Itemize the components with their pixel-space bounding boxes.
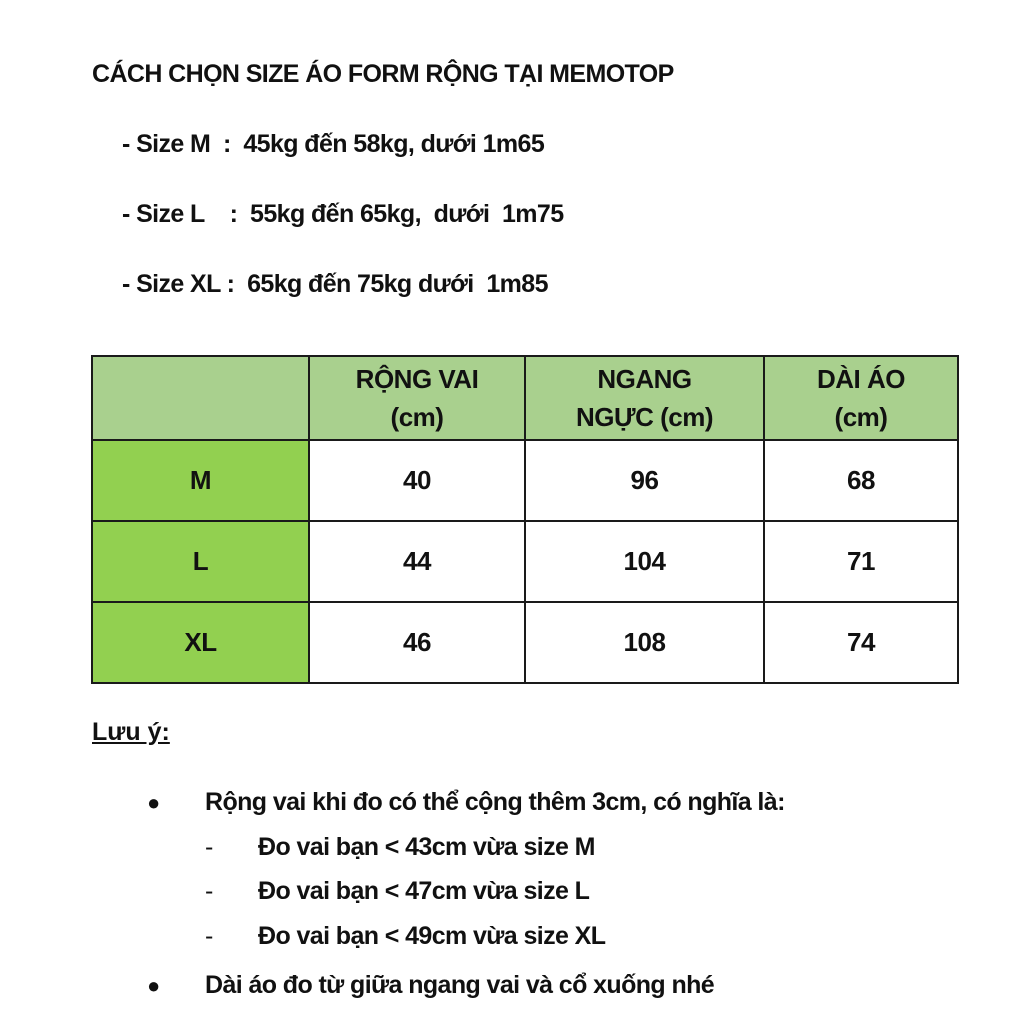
size-table [91,355,959,684]
size-label: L [92,521,309,602]
table-row [92,521,958,602]
table-row [92,602,958,683]
cell-chest: 104 [525,521,764,602]
header-cell-empty [92,356,309,440]
cell-length: 68 [764,440,958,521]
note-bullet-2: Dài áo đo từ giữa ngang vai và cổ xuống nhé [205,971,715,999]
cell-length: 71 [764,521,958,602]
cell-length: 74 [764,602,958,683]
cell-shoulder: 40 [309,440,525,521]
cell-chest: 96 [525,440,764,521]
table-header-row [92,356,958,440]
table-row [92,440,958,521]
size-guide-m: - Size M : 45kg đến 58kg, dưới 1m65 [122,130,545,158]
dash-icon: - [205,877,213,905]
page-title: CÁCH CHỌN SIZE ÁO FORM RỘNG TẠI MEMOTOP [92,60,674,88]
header-shirt-length: DÀI ÁO (cm) [764,356,958,440]
cell-shoulder: 44 [309,521,525,602]
size-guide-xl: - Size XL : 65kg đến 75kg dưới 1m85 [122,270,548,298]
size-label: M [92,440,309,521]
cell-chest: 108 [525,602,764,683]
bullet-icon: ● [147,973,161,998]
size-guide-l: - Size L : 55kg đến 65kg, dưới 1m75 [122,200,564,228]
note-bullet-1: Rộng vai khi đo có thể cộng thêm 3cm, có nghĩa là: [205,788,785,816]
note-sub-1: Đo vai bạn < 43cm vừa size M [258,833,595,861]
bullet-icon: ● [147,790,161,815]
dash-icon: - [205,833,213,861]
note-sub-3: Đo vai bạn < 49cm vừa size XL [258,922,606,950]
note-sub-2: Đo vai bạn < 47cm vừa size L [258,877,590,905]
header-shoulder-width: RỘNG VAI (cm) [309,356,525,440]
header-chest-width: NGANG NGỰC (cm) [525,356,764,440]
size-label: XL [92,602,309,683]
note-label: Lưu ý: [92,718,170,746]
dash-icon: - [205,922,213,950]
cell-shoulder: 46 [309,602,525,683]
